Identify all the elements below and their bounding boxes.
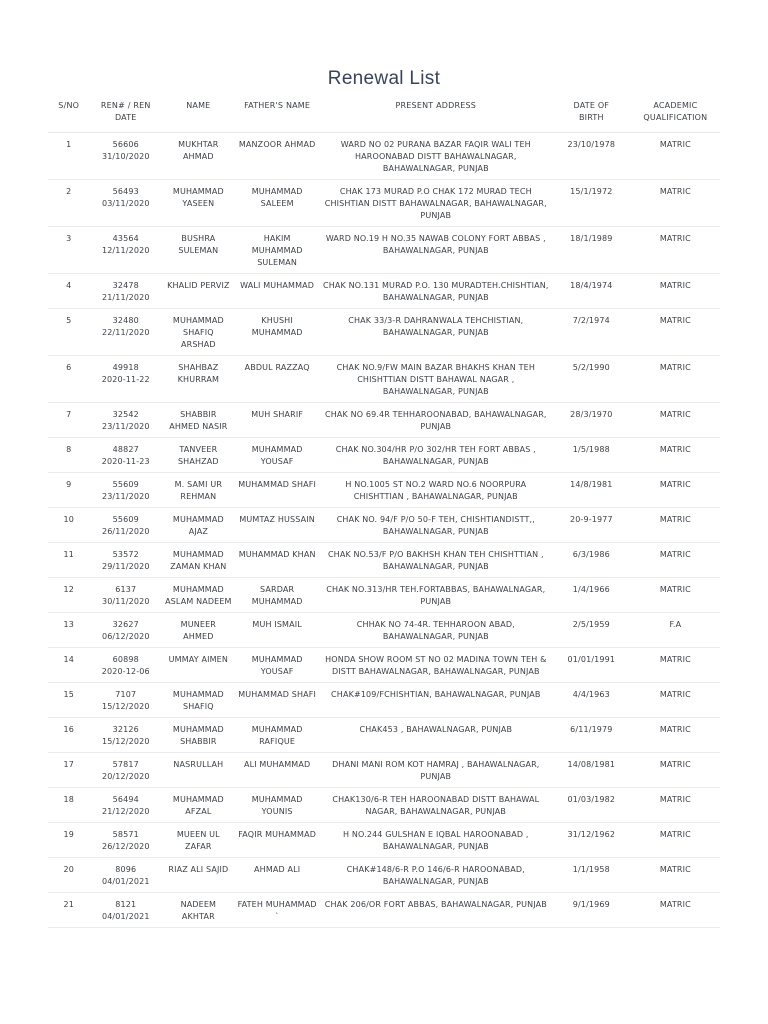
cell-qualification: MATRIC bbox=[631, 788, 720, 823]
table-row bbox=[48, 356, 720, 403]
cell-qualification: MATRIC bbox=[631, 578, 720, 613]
cell-dob: 31/12/1962 bbox=[552, 823, 631, 858]
header-father bbox=[235, 96, 320, 133]
cell-ren bbox=[89, 274, 162, 309]
cell-address: WARD NO 02 PURANA BAZAR FAQIR WALI TEH HAROONABAD DISTT BAHAWALNAGAR, BAHAWALNAGAR, PUNJAB bbox=[320, 133, 552, 180]
cell-dob: 2/5/1959 bbox=[552, 613, 631, 648]
cell-name: MUHAMMAD ASLAM NADEEM bbox=[162, 578, 235, 613]
cell-address: CHAK 206/OR FORT ABBAS, BAHAWALNAGAR, PUNJAB bbox=[320, 893, 552, 928]
header-sno bbox=[48, 96, 89, 133]
cell-dob: 6/3/1986 bbox=[552, 543, 631, 578]
ren-date: 2020-11-22 bbox=[101, 375, 150, 384]
cell-dob: 20-9-1977 bbox=[552, 508, 631, 543]
cell-father-name: FAQIR MUHAMMAD bbox=[235, 823, 320, 858]
cell-name: BUSHRA SULEMAN bbox=[162, 227, 235, 274]
cell-father-name: ABDUL RAZZAQ bbox=[235, 356, 320, 403]
cell-qualification: MATRIC bbox=[631, 274, 720, 309]
cell-name: MUHAMMAD AFZAL bbox=[162, 788, 235, 823]
ren-number: 32480 bbox=[112, 316, 139, 325]
cell-father-name: SARDAR MUHAMMAD bbox=[235, 578, 320, 613]
cell-sno: 10 bbox=[48, 508, 89, 543]
ren-date: 03/11/2020 bbox=[101, 199, 150, 208]
ren-date: 21/12/2020 bbox=[101, 807, 150, 816]
ren-number: 55609 bbox=[112, 515, 139, 524]
table-row bbox=[48, 508, 720, 543]
cell-address: CHAK453 , BAHAWALNAGAR, PUNJAB bbox=[320, 718, 552, 753]
ren-date: 12/11/2020 bbox=[101, 246, 150, 255]
cell-father-name: MUHAMMAD SALEEM bbox=[235, 180, 320, 227]
ren-number: 58571 bbox=[112, 830, 139, 839]
header-acad-line1: ACADEMIC bbox=[653, 101, 698, 110]
header-ren bbox=[89, 96, 162, 133]
cell-name: MUEEN UL ZAFAR bbox=[162, 823, 235, 858]
ren-number: 43564 bbox=[112, 234, 139, 243]
cell-name: TANVEER SHAHZAD bbox=[162, 438, 235, 473]
cell-sno: 8 bbox=[48, 438, 89, 473]
table-body bbox=[48, 133, 720, 928]
cell-dob: 14/08/1981 bbox=[552, 753, 631, 788]
cell-sno: 1 bbox=[48, 133, 89, 180]
cell-address: CHAK130/6-R TEH HAROONABAD DISTT BAHAWAL NAGAR, BAHAWALNAGAR, PUNJAB bbox=[320, 788, 552, 823]
cell-ren bbox=[89, 893, 162, 928]
cell-address: HONDA SHOW ROOM ST NO 02 MADINA TOWN TEH & DISTT BAHAWALNAGAR, BAHAWALNAGAR, PUNJAB bbox=[320, 648, 552, 683]
cell-address: WARD NO.19 H NO.35 NAWAB COLONY FORT ABBAS , BAHAWALNAGAR, PUNJAB bbox=[320, 227, 552, 274]
cell-qualification: MATRIC bbox=[631, 823, 720, 858]
cell-ren bbox=[89, 309, 162, 356]
cell-sno: 15 bbox=[48, 683, 89, 718]
ren-date: 04/01/2021 bbox=[101, 877, 150, 886]
ren-number: 57817 bbox=[112, 760, 139, 769]
cell-father-name: FATEH MUHAMMAD ` bbox=[235, 893, 320, 928]
cell-ren bbox=[89, 543, 162, 578]
cell-name: MUHAMMAD SHABBIR bbox=[162, 718, 235, 753]
cell-sno: 7 bbox=[48, 403, 89, 438]
cell-sno: 2 bbox=[48, 180, 89, 227]
cell-name: MUKHTAR AHMAD bbox=[162, 133, 235, 180]
ren-number: 56494 bbox=[112, 795, 139, 804]
cell-address: CHAK NO 69.4R TEHHAROONABAD, BAHAWALNAGAR, PUNJAB bbox=[320, 403, 552, 438]
ren-number: 6137 bbox=[115, 585, 137, 594]
header-father-label: FATHER'S NAME bbox=[244, 101, 311, 110]
cell-qualification: MATRIC bbox=[631, 227, 720, 274]
cell-dob: 9/1/1969 bbox=[552, 893, 631, 928]
cell-ren bbox=[89, 823, 162, 858]
ren-date: 2020-11-23 bbox=[101, 457, 150, 466]
table-row bbox=[48, 274, 720, 309]
cell-father-name: MUHAMMAD YOUNIS bbox=[235, 788, 320, 823]
ren-number: 32627 bbox=[112, 620, 139, 629]
header-ren-line1: REN# / REN bbox=[100, 101, 151, 110]
header-dob-line1: DATE OF bbox=[573, 101, 610, 110]
cell-qualification: MATRIC bbox=[631, 543, 720, 578]
cell-father-name: MUHAMMAD YOUSAF bbox=[235, 648, 320, 683]
header-ren-line2: DATE bbox=[114, 113, 137, 122]
cell-dob: 1/4/1966 bbox=[552, 578, 631, 613]
table-row bbox=[48, 227, 720, 274]
ren-number: 32542 bbox=[112, 410, 139, 419]
cell-name: UMMAY AIMEN bbox=[162, 648, 235, 683]
cell-father-name: MUHAMMAD SHAFI bbox=[235, 683, 320, 718]
ren-number: 8121 bbox=[115, 900, 137, 909]
cell-father-name: MUHAMMAD YOUSAF bbox=[235, 438, 320, 473]
table-row bbox=[48, 438, 720, 473]
cell-name: MUHAMMAD SHAFIQ bbox=[162, 683, 235, 718]
ren-date: 22/11/2020 bbox=[101, 328, 150, 337]
table-row bbox=[48, 473, 720, 508]
cell-name: MUNEER AHMED bbox=[162, 613, 235, 648]
cell-qualification: MATRIC bbox=[631, 180, 720, 227]
table-row bbox=[48, 403, 720, 438]
cell-ren bbox=[89, 508, 162, 543]
cell-address: H NO.1005 ST NO.2 WARD NO.6 NOORPURA CHISHTTIAN , BAHAWALNAGAR, PUNJAB bbox=[320, 473, 552, 508]
ren-date: 15/12/2020 bbox=[101, 702, 150, 711]
cell-ren bbox=[89, 718, 162, 753]
header-acad-line2: QUALIFICATION bbox=[643, 113, 708, 122]
cell-qualification: MATRIC bbox=[631, 403, 720, 438]
cell-name: NADEEM AKHTAR bbox=[162, 893, 235, 928]
cell-dob: 1/5/1988 bbox=[552, 438, 631, 473]
ren-date: 06/12/2020 bbox=[101, 632, 150, 641]
cell-dob: 7/2/1974 bbox=[552, 309, 631, 356]
renewal-table bbox=[48, 96, 720, 928]
table-row bbox=[48, 858, 720, 893]
cell-sno: 17 bbox=[48, 753, 89, 788]
cell-qualification: MATRIC bbox=[631, 753, 720, 788]
ren-number: 7107 bbox=[115, 690, 137, 699]
table-row bbox=[48, 180, 720, 227]
ren-number: 49918 bbox=[112, 363, 139, 372]
table-row bbox=[48, 648, 720, 683]
cell-name: MUHAMMAD SHAFIQ ARSHAD bbox=[162, 309, 235, 356]
cell-ren bbox=[89, 403, 162, 438]
cell-address: CHAK NO. 94/F P/O 50-F TEH, CHISHTIANDISTT,, BAHAWALNAGAR, PUNJAB bbox=[320, 508, 552, 543]
table-row bbox=[48, 613, 720, 648]
cell-sno: 19 bbox=[48, 823, 89, 858]
cell-ren bbox=[89, 356, 162, 403]
cell-ren bbox=[89, 180, 162, 227]
cell-dob: 18/1/1989 bbox=[552, 227, 631, 274]
cell-ren bbox=[89, 753, 162, 788]
cell-father-name: MUH ISMAIL bbox=[235, 613, 320, 648]
ren-number: 55609 bbox=[112, 480, 139, 489]
cell-ren bbox=[89, 473, 162, 508]
cell-father-name: ALI MUHAMMAD bbox=[235, 753, 320, 788]
cell-sno: 9 bbox=[48, 473, 89, 508]
cell-dob: 4/4/1963 bbox=[552, 683, 631, 718]
cell-address: CHHAK NO 74-4R. TEHHAROON ABAD, BAHAWALNAGAR, PUNJAB bbox=[320, 613, 552, 648]
cell-sno: 5 bbox=[48, 309, 89, 356]
cell-dob: 5/2/1990 bbox=[552, 356, 631, 403]
header-sno-label: S/NO bbox=[58, 101, 80, 110]
cell-father-name: WALI MUHAMMAD bbox=[235, 274, 320, 309]
cell-name: NASRULLAH bbox=[162, 753, 235, 788]
cell-ren bbox=[89, 648, 162, 683]
table-row bbox=[48, 823, 720, 858]
cell-qualification: MATRIC bbox=[631, 133, 720, 180]
table-row bbox=[48, 753, 720, 788]
cell-dob: 6/11/1979 bbox=[552, 718, 631, 753]
cell-name: RIAZ ALI SAJID bbox=[162, 858, 235, 893]
ren-number: 60898 bbox=[112, 655, 139, 664]
cell-name: SHAHBAZ KHURRAM bbox=[162, 356, 235, 403]
header-dob bbox=[552, 96, 631, 133]
table-row bbox=[48, 543, 720, 578]
cell-dob: 1/1/1958 bbox=[552, 858, 631, 893]
table-row bbox=[48, 683, 720, 718]
cell-qualification: MATRIC bbox=[631, 648, 720, 683]
cell-address: CHAK NO.9/FW MAIN BAZAR BHAKHS KHAN TEH CHISHTTIAN DISTT BAHAWAL NAGAR , BAHAWALNAGAR, PUNJAB bbox=[320, 356, 552, 403]
ren-date: 21/11/2020 bbox=[101, 293, 150, 302]
cell-ren bbox=[89, 438, 162, 473]
header-address bbox=[320, 96, 552, 133]
cell-father-name: MUHAMMAD KHAN bbox=[235, 543, 320, 578]
cell-address: CHAK NO.53/F P/O BAKHSH KHAN TEH CHISHTTIAN , BAHAWALNAGAR, PUNJAB bbox=[320, 543, 552, 578]
ren-date: 29/11/2020 bbox=[101, 562, 150, 571]
cell-ren bbox=[89, 227, 162, 274]
cell-sno: 16 bbox=[48, 718, 89, 753]
cell-address: H NO.244 GULSHAN E IQBAL HAROONABAD , BAHAWALNAGAR, PUNJAB bbox=[320, 823, 552, 858]
cell-ren bbox=[89, 858, 162, 893]
table-row bbox=[48, 718, 720, 753]
cell-dob: 23/10/1978 bbox=[552, 133, 631, 180]
table-row bbox=[48, 788, 720, 823]
ren-date: 31/10/2020 bbox=[101, 152, 150, 161]
cell-sno: 20 bbox=[48, 858, 89, 893]
cell-name: KHALID PERVIZ bbox=[162, 274, 235, 309]
cell-ren bbox=[89, 683, 162, 718]
cell-qualification: MATRIC bbox=[631, 718, 720, 753]
cell-qualification: MATRIC bbox=[631, 893, 720, 928]
table-header-row bbox=[48, 96, 720, 133]
cell-dob: 01/03/1982 bbox=[552, 788, 631, 823]
cell-father-name: HAKIM MUHAMMAD SULEMAN bbox=[235, 227, 320, 274]
cell-sno: 12 bbox=[48, 578, 89, 613]
cell-father-name: MANZOOR AHMAD bbox=[235, 133, 320, 180]
cell-ren bbox=[89, 133, 162, 180]
ren-date: 15/12/2020 bbox=[101, 737, 150, 746]
ren-date: 26/11/2020 bbox=[101, 527, 150, 536]
cell-address: CHAK 33/3-R DAHRANWALA TEHCHISTIAN, BAHAWALNAGAR, PUNJAB bbox=[320, 309, 552, 356]
table-row bbox=[48, 578, 720, 613]
cell-qualification: MATRIC bbox=[631, 438, 720, 473]
cell-dob: 18/4/1974 bbox=[552, 274, 631, 309]
ren-number: 8096 bbox=[115, 865, 137, 874]
header-qualification bbox=[631, 96, 720, 133]
cell-address: CHAK NO.313/HR TEH.FORTABBAS, BAHAWALNAGAR, PUNJAB bbox=[320, 578, 552, 613]
ren-date: 04/01/2021 bbox=[101, 912, 150, 921]
cell-qualification: MATRIC bbox=[631, 309, 720, 356]
cell-qualification: MATRIC bbox=[631, 508, 720, 543]
cell-dob: 14/8/1981 bbox=[552, 473, 631, 508]
cell-sno: 4 bbox=[48, 274, 89, 309]
cell-ren bbox=[89, 613, 162, 648]
table-row bbox=[48, 893, 720, 928]
cell-father-name: MUHAMMAD RAFIQUE bbox=[235, 718, 320, 753]
cell-father-name: MUHAMMAD SHAFI bbox=[235, 473, 320, 508]
cell-address: CHAK NO.304/HR P/O 302/HR TEH FORT ABBAS , BAHAWALNAGAR, PUNJAB bbox=[320, 438, 552, 473]
ren-date: 23/11/2020 bbox=[101, 422, 150, 431]
cell-address: CHAK#109/FCHISHTIAN, BAHAWALNAGAR, PUNJAB bbox=[320, 683, 552, 718]
header-address-label: PRESENT ADDRESS bbox=[395, 101, 477, 110]
cell-sno: 6 bbox=[48, 356, 89, 403]
ren-number: 56493 bbox=[112, 187, 139, 196]
document-page bbox=[48, 0, 720, 928]
cell-qualification: MATRIC bbox=[631, 356, 720, 403]
ren-number: 53572 bbox=[112, 550, 139, 559]
ren-number: 32478 bbox=[112, 281, 139, 290]
ren-number: 48827 bbox=[112, 445, 139, 454]
ren-date: 23/11/2020 bbox=[101, 492, 150, 501]
table-row bbox=[48, 133, 720, 180]
cell-father-name: AHMAD ALI bbox=[235, 858, 320, 893]
cell-name: MUHAMMAD YASEEN bbox=[162, 180, 235, 227]
cell-qualification: MATRIC bbox=[631, 858, 720, 893]
cell-sno: 18 bbox=[48, 788, 89, 823]
cell-qualification: MATRIC bbox=[631, 473, 720, 508]
cell-name: MUHAMMAD AJAZ bbox=[162, 508, 235, 543]
cell-address: CHAK#148/6-R P.O 146/6-R HAROONABAD, BAHAWALNAGAR, PUNJAB bbox=[320, 858, 552, 893]
cell-qualification: MATRIC bbox=[631, 683, 720, 718]
cell-address: DHANI MANI ROM KOT HAMRAJ , BAHAWALNAGAR, PUNJAB bbox=[320, 753, 552, 788]
cell-dob: 28/3/1970 bbox=[552, 403, 631, 438]
cell-sno: 14 bbox=[48, 648, 89, 683]
ren-number: 56606 bbox=[112, 140, 139, 149]
cell-father-name: MUMTAZ HUSSAIN bbox=[235, 508, 320, 543]
cell-sno: 21 bbox=[48, 893, 89, 928]
header-name-label: NAME bbox=[186, 101, 211, 110]
cell-name: SHABBIR AHMED NASIR bbox=[162, 403, 235, 438]
cell-address: CHAK 173 MURAD P.O CHAK 172 MURAD TECH CHISHTIAN DISTT BAHAWALNAGAR, BAHAWALNAGAR, PUNJAB bbox=[320, 180, 552, 227]
cell-ren bbox=[89, 788, 162, 823]
cell-dob: 15/1/1972 bbox=[552, 180, 631, 227]
cell-sno: 3 bbox=[48, 227, 89, 274]
ren-number: 32126 bbox=[112, 725, 139, 734]
cell-address: CHAK NO.131 MURAD P.O. 130 MURADTEH.CHISHTIAN, BAHAWALNAGAR, PUNJAB bbox=[320, 274, 552, 309]
cell-sno: 11 bbox=[48, 543, 89, 578]
cell-name: MUHAMMAD ZAMAN KHAN bbox=[162, 543, 235, 578]
table-row bbox=[48, 309, 720, 356]
header-name bbox=[162, 96, 235, 133]
cell-father-name: KHUSHI MUHAMMAD bbox=[235, 309, 320, 356]
ren-date: 26/12/2020 bbox=[101, 842, 150, 851]
cell-ren bbox=[89, 578, 162, 613]
page-title: Renewal List bbox=[327, 68, 441, 89]
ren-date: 30/11/2020 bbox=[101, 597, 150, 606]
cell-dob: 01/01/1991 bbox=[552, 648, 631, 683]
cell-name: M. SAMI UR REHMAN bbox=[162, 473, 235, 508]
cell-father-name: MUH SHARIF bbox=[235, 403, 320, 438]
ren-date: 20/12/2020 bbox=[101, 772, 150, 781]
cell-qualification: F.A bbox=[631, 613, 720, 648]
cell-sno: 13 bbox=[48, 613, 89, 648]
ren-date: 2020-12-06 bbox=[101, 667, 150, 676]
header-dob-line2: BIRTH bbox=[578, 113, 604, 122]
